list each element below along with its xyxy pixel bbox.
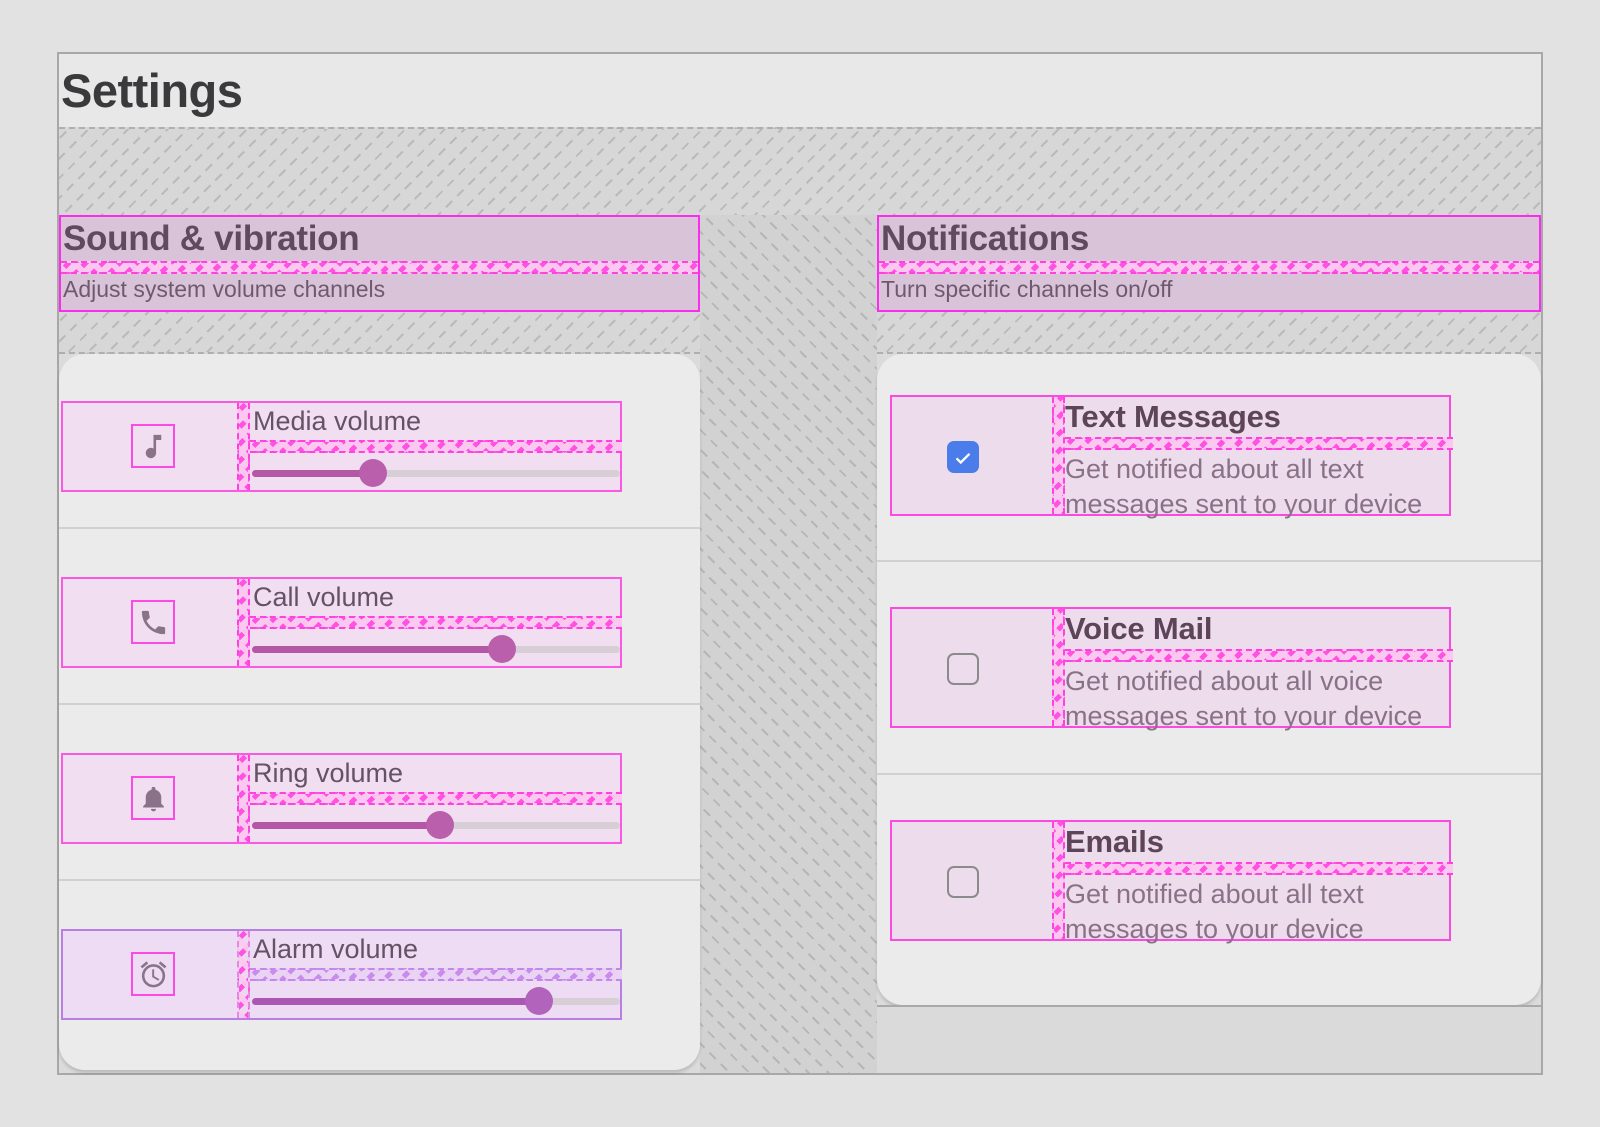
call-volume-slider[interactable] (252, 635, 620, 663)
sound-section-subtitle: Adjust system volume channels (63, 276, 386, 302)
notifications-section-title: Notifications (881, 219, 1090, 258)
spacer-strip (1065, 862, 1453, 875)
sound-section-title: Sound & vibration (63, 219, 360, 258)
emails-content (1065, 822, 1453, 944)
page-title: Settings (61, 64, 243, 117)
bell-icon (138, 783, 169, 814)
slider-fill (252, 470, 373, 477)
spacer-strip (250, 968, 622, 981)
text-messages-description: Get notified about all text messages sent to your device (1065, 454, 1423, 519)
spacer-strip-vertical (1052, 609, 1065, 726)
ring-volume-content (250, 755, 622, 842)
notifications-header-spacer-strip (879, 261, 1539, 274)
call-icon-box (131, 600, 175, 644)
call-volume-content (250, 579, 622, 666)
below-notifications-card-area (877, 1005, 1541, 1073)
row-divider (59, 527, 700, 529)
voice-mail-description: Get notified about all voice messages sent to your device (1065, 666, 1423, 731)
slider-thumb[interactable] (359, 459, 387, 487)
text-messages-row[interactable] (890, 395, 1451, 519)
slider-fill (252, 998, 539, 1005)
ring-volume-slider[interactable] (252, 811, 620, 839)
slider-fill (252, 822, 440, 829)
row-divider (877, 773, 1541, 775)
notifications-section-header (877, 215, 1541, 312)
hatched-column-gutter (700, 215, 877, 1073)
alarm-icon-box (131, 952, 175, 996)
music-note-icon (138, 431, 169, 462)
row-divider (59, 879, 700, 881)
emails-checkbox[interactable] (947, 866, 979, 898)
alarm-volume-row (61, 929, 622, 1020)
emails-description: Get notified about all text messages to your device (1065, 879, 1364, 944)
media-icon-box (131, 424, 175, 468)
voice-mail-checkbox[interactable] (947, 653, 979, 685)
sound-section-header (59, 215, 700, 312)
spacer-strip (250, 616, 622, 629)
spacer-strip-vertical (237, 755, 250, 842)
alarm-volume-label: Alarm volume (253, 934, 419, 964)
media-volume-label: Media volume (253, 406, 422, 436)
voice-mail-content (1065, 609, 1453, 731)
slider-thumb[interactable] (426, 811, 454, 839)
spacer-strip (1065, 437, 1453, 450)
notifications-section-subtitle: Turn specific channels on/off (881, 276, 1173, 302)
slider-fill (252, 646, 502, 653)
emails-title: Emails (1065, 824, 1164, 859)
spacer-strip (250, 440, 622, 453)
call-volume-row (61, 577, 622, 668)
phone-icon (138, 607, 169, 638)
checkmark-icon (952, 446, 974, 468)
spacer-strip-vertical (237, 579, 250, 666)
media-volume-content (250, 403, 622, 490)
spacer-strip-vertical (1052, 822, 1065, 939)
alarm-volume-content (250, 931, 622, 1018)
row-divider (877, 560, 1541, 562)
spacer-strip-vertical (237, 403, 250, 490)
text-messages-title: Text Messages (1065, 399, 1281, 434)
hatched-spacer-band-right (877, 312, 1541, 354)
slider-thumb[interactable] (525, 987, 553, 1015)
media-volume-slider[interactable] (252, 459, 620, 487)
emails-row[interactable] (890, 820, 1451, 944)
ring-volume-row (61, 753, 622, 844)
spacer-strip (250, 792, 622, 805)
voice-mail-row[interactable] (890, 607, 1451, 731)
voice-mail-title: Voice Mail (1065, 611, 1213, 646)
spacer-strip-vertical (1052, 397, 1065, 514)
row-divider (59, 703, 700, 705)
preview-frame (57, 52, 1543, 1075)
alarm-volume-slider[interactable] (252, 987, 620, 1015)
sound-header-spacer-strip (61, 261, 698, 274)
text-messages-checkbox[interactable] (947, 441, 979, 473)
call-volume-label: Call volume (253, 582, 395, 612)
hatched-spacer-band-left (59, 312, 700, 354)
ring-icon-box (131, 776, 175, 820)
spacer-strip (1065, 649, 1453, 662)
hatched-spacer-band-top (59, 127, 1541, 215)
slider-thumb[interactable] (488, 635, 516, 663)
title-bar (59, 54, 1541, 127)
text-messages-content (1065, 397, 1453, 519)
spacer-strip-vertical (237, 931, 250, 1018)
media-volume-row (61, 401, 622, 492)
ring-volume-label: Ring volume (253, 758, 404, 788)
alarm-clock-icon (138, 959, 169, 990)
